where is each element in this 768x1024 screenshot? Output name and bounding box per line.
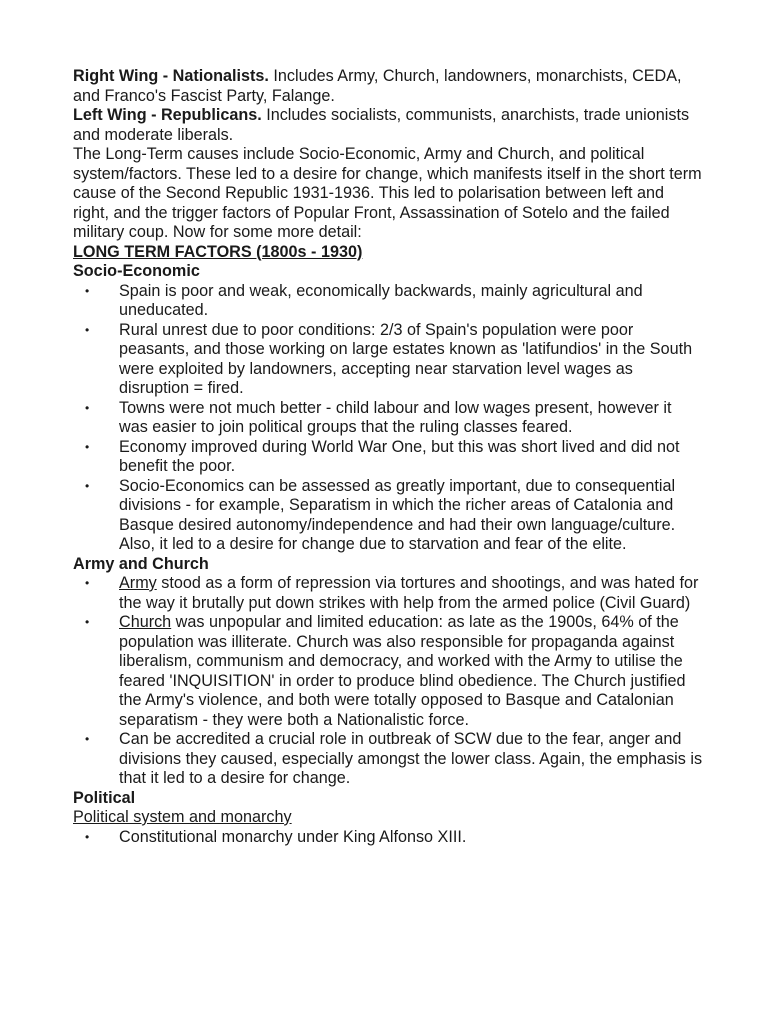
bullet-icon: • [85,439,90,454]
army-text: stood as a form of repression via tortures and shootings, and was hated for the way it brutally put down strikes with help from the armed police (Civil Guard) [119,574,699,612]
document-page [73,67,703,847]
list-item [73,477,703,555]
list-item [73,730,703,789]
left-wing-paragraph [73,106,703,145]
list-item-text: Economy improved during World War One, but this was short lived and did not benefit the poor. [119,437,680,475]
overview-paragraph: The Long-Term causes include Socio-Economic, Army and Church, and political system/factors. These led to a desire for change, which manifests itself in the short term cause of the Second Republic 1931-1936. This led to polarisation between left and right, and the trigger factors of Popular Front, Assassination of Sotelo and the failed military coup. Now for some more detail: [73,145,702,241]
right-wing-text: Includes Army, Church, landowners, monarchists, CEDA, and Franco's Fascist Party, Falange. [73,67,682,105]
right-wing-label: Right Wing - Nationalists. [73,67,269,85]
list-item [73,574,703,613]
church-label: Church [119,613,172,631]
army-church-list [73,574,703,789]
army-label: Army [119,574,157,592]
list-item-text: Spain is poor and weak, economically backwards, mainly agricultural and uneducated. [119,281,643,319]
long-term-title: LONG TERM FACTORS (1800s - 1930) [73,242,363,261]
list-item [73,321,703,399]
political-heading: Political [73,788,136,807]
list-item-text: Socio-Economics can be assessed as greatly important, due to consequential divisions - for example, Separatism in which the richer areas of Catalonia and Basque desired autonomy/independence and had their own language/culture. Also, it led to a desire for change due to starvation and fear of the elite. [119,476,676,553]
bullet-icon: • [85,829,90,844]
bullet-icon: • [85,400,90,415]
bullet-icon: • [85,732,90,746]
bullet-icon: • [85,322,90,337]
right-wing-paragraph [73,67,703,106]
bullet-icon: • [85,615,90,629]
army-church-heading: Army and Church [73,554,209,573]
list-item-text: Rural unrest due to poor conditions: 2/3 of Spain's population were poor peasants, and those working on large estates known as 'latifundios' in the South were exploited by landowners, accepting near starvation level wages as disruption = fired. [119,320,693,397]
socio-economic-list [73,282,703,555]
list-item [73,282,703,321]
list-item [73,399,703,438]
list-item-text: Towns were not much better - child labour and low wages present, however it was easier to join political groups that the ruling classes feared. [119,398,672,436]
list-item [73,613,703,730]
socio-economic-heading: Socio-Economic [73,262,200,280]
accredited-text: Can be accredited a crucial role in outbreak of SCW due to the fear, anger and divisions they caused, especially amongst the lower class. Again, the emphasis is that it led to a desire for change. [119,730,703,787]
left-wing-label: Left Wing - Republicans. [73,106,262,124]
left-wing-text: Includes socialists, communists, anarchists, trade unionists and moderate liberals. [73,106,690,144]
list-item [73,828,703,848]
bullet-icon: • [85,283,90,298]
bullet-icon: • [85,478,90,493]
bullet-icon: • [85,576,90,590]
list-item-text: Constitutional monarchy under King Alfonso XIII. [119,827,467,846]
political-subheading: Political system and monarchy [73,808,292,826]
church-text: was unpopular and limited education: as late as the 1900s, 64% of the population was illiterate. Church was also responsible for propaganda against liberalism, communism and democracy, and worked with the Army to utilise the feared 'INQUISITION' in order to produce blind obedience. The Church justified the Army's violence, and both were totally opposed to Basque and Catalonian separatism - they were both a Nationalistic force. [119,613,686,729]
list-item [73,438,703,477]
political-list [73,828,703,848]
